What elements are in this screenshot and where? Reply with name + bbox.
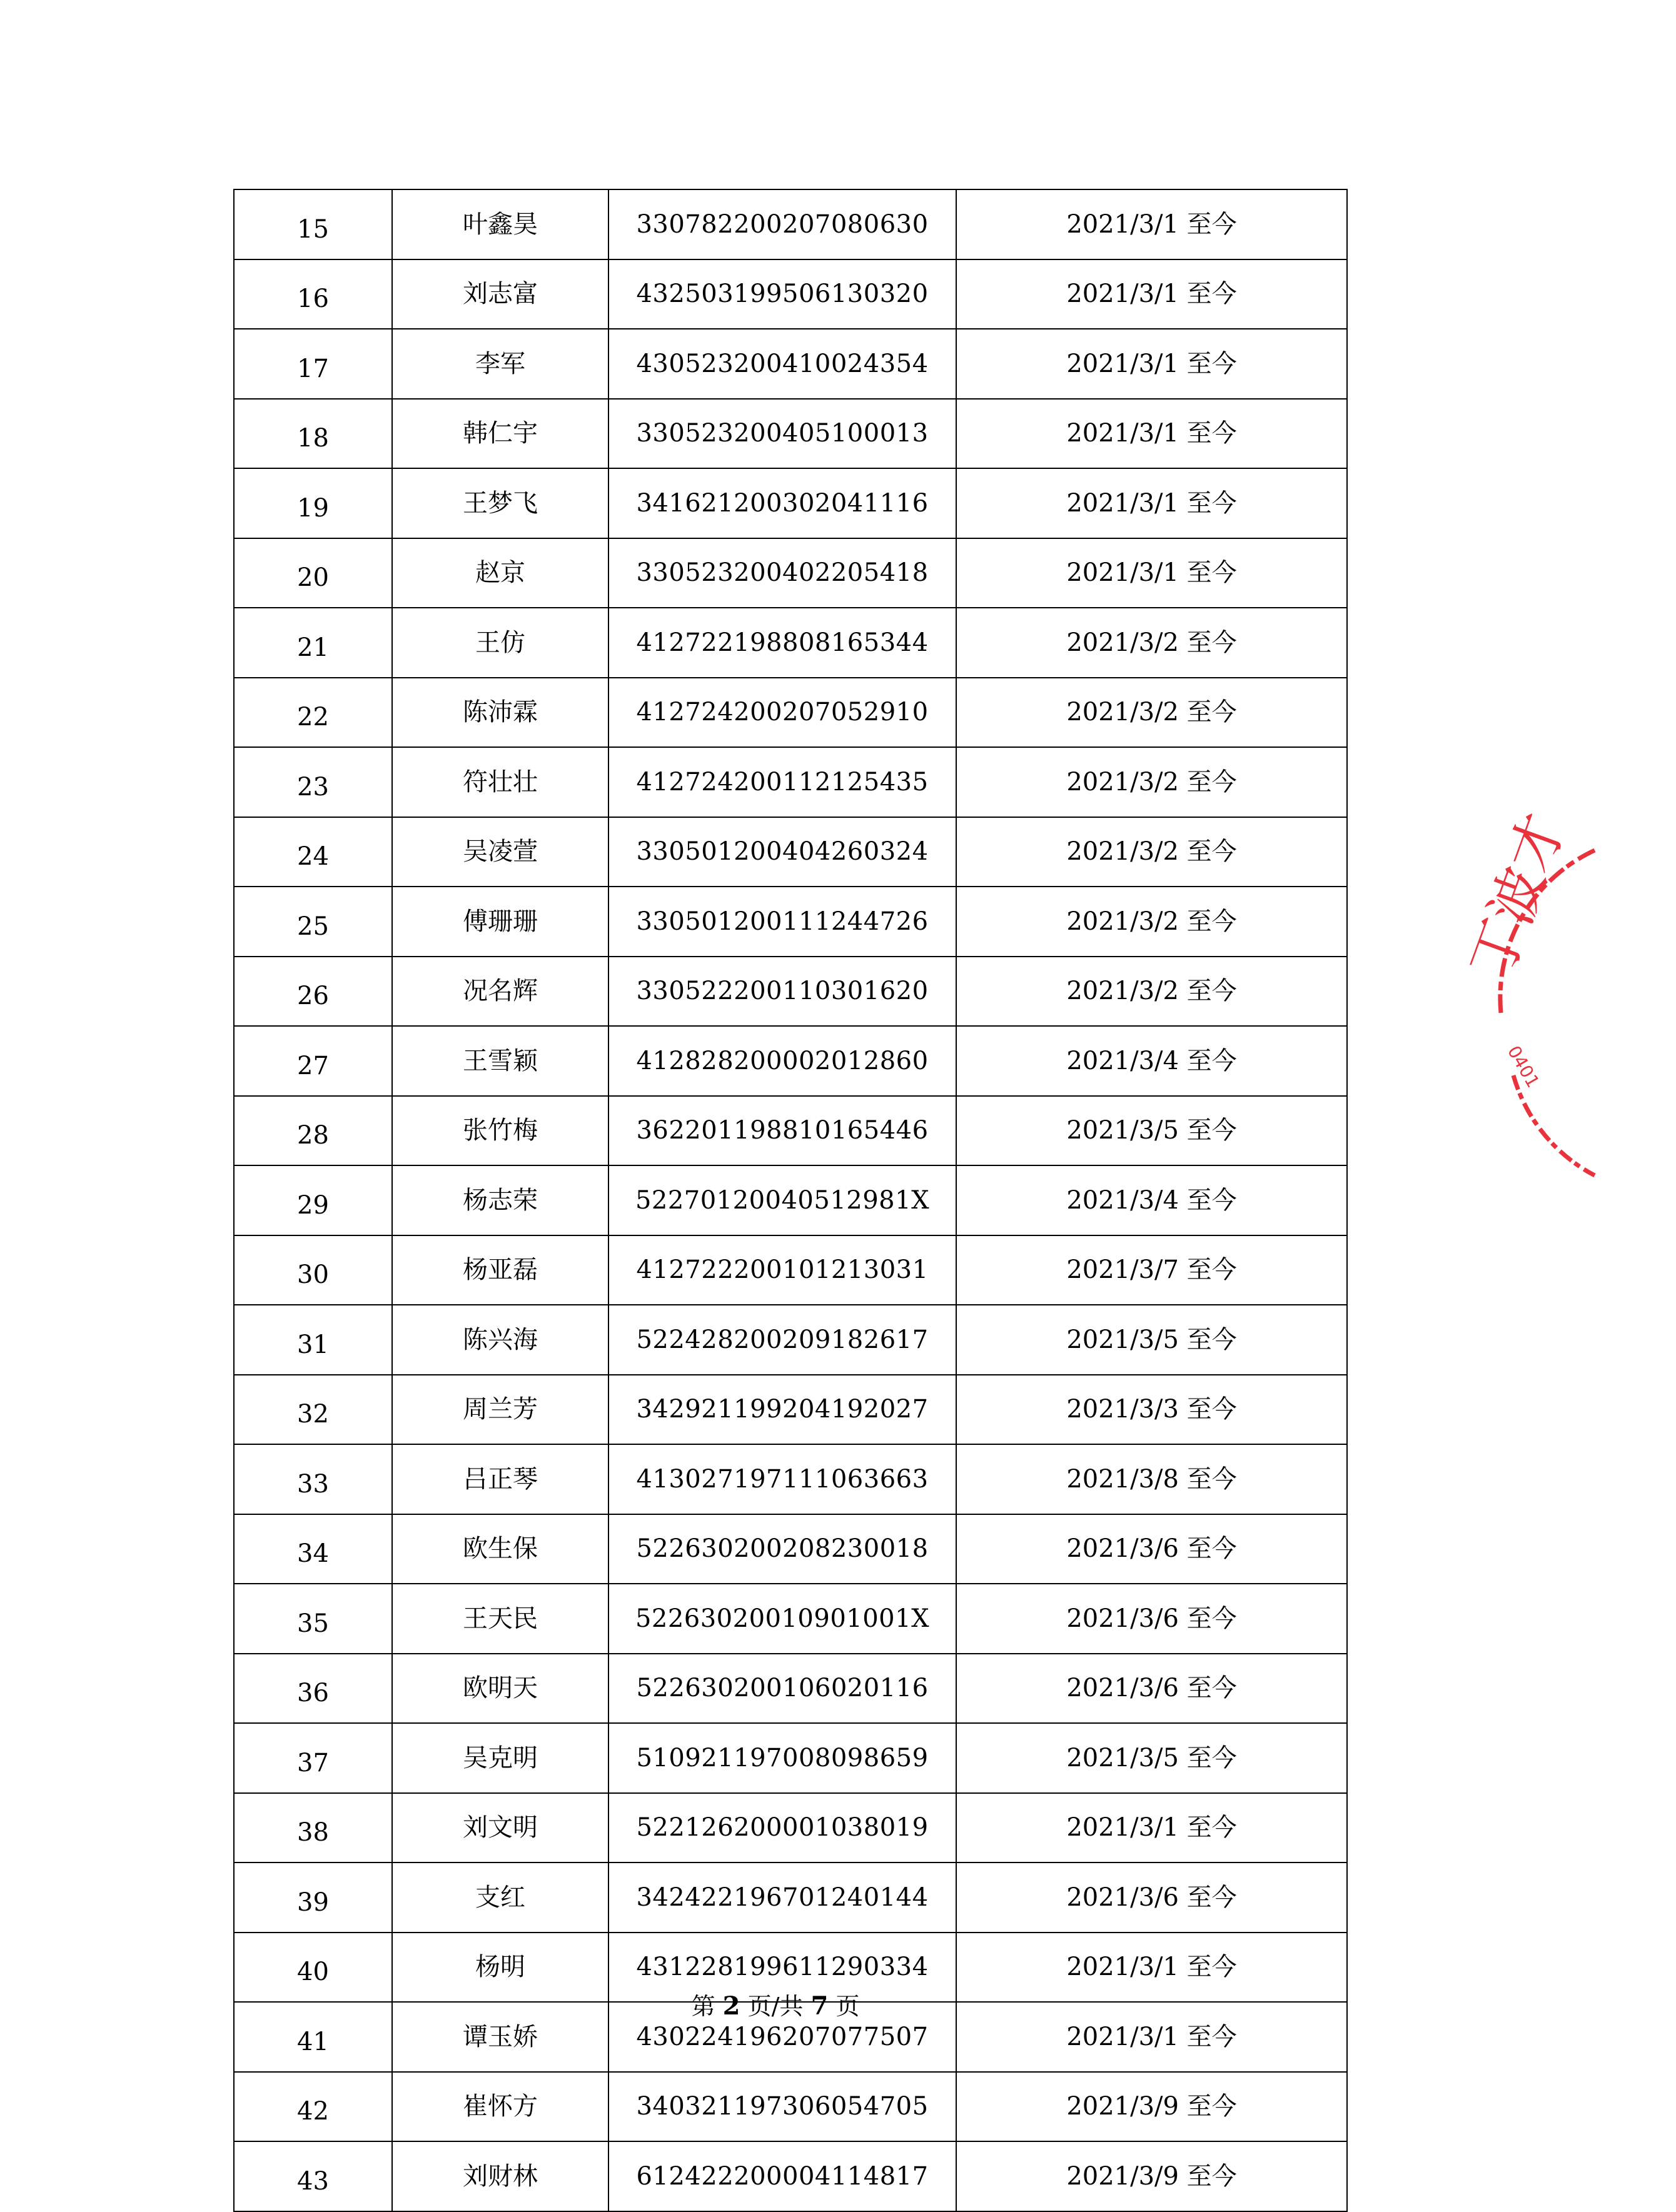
employment-date: 2021/3/8 至今 <box>1066 1464 1237 1494</box>
row-number: 20 <box>297 563 329 593</box>
row-number: 31 <box>297 1330 329 1359</box>
person-name: 吕正琴 <box>463 1464 538 1494</box>
person-name: 吴凌萱 <box>463 837 538 867</box>
id-number-cell <box>608 817 956 887</box>
row-number-cell <box>234 399 392 469</box>
row-number-cell <box>234 817 392 887</box>
row-number-cell <box>234 259 392 329</box>
row-number-cell <box>234 1235 392 1305</box>
id-number-cell <box>608 2141 956 2211</box>
row-number-cell <box>234 1305 392 1375</box>
person-name: 吴克明 <box>463 1743 538 1772</box>
id-number-cell <box>608 1514 956 1584</box>
person-name: 欧生保 <box>463 1534 538 1564</box>
employment-date: 2021/3/2 至今 <box>1066 977 1237 1006</box>
table-row <box>234 1305 1347 1375</box>
row-number-cell <box>234 608 392 678</box>
table-row <box>234 1584 1347 1654</box>
row-number: 37 <box>297 1748 329 1777</box>
footer-total-pages: 7 <box>810 1991 829 2021</box>
person-name: 傅珊珊 <box>463 907 538 936</box>
id-number: 52270120040512981X <box>635 1185 930 1215</box>
row-number-cell <box>234 1723 392 1793</box>
person-name: 况名辉 <box>463 977 538 1006</box>
footer-middle: 页/共 <box>747 1993 804 2020</box>
table-row <box>234 1723 1347 1793</box>
id-number: 430523200410024354 <box>636 349 929 378</box>
id-number-cell <box>608 887 956 957</box>
employment-date: 2021/3/1 至今 <box>1066 1953 1237 1982</box>
id-number: 522126200001038019 <box>636 1813 929 1842</box>
employment-date: 2021/3/4 至今 <box>1066 1046 1237 1075</box>
employment-date: 2021/3/2 至今 <box>1066 907 1237 936</box>
id-number: 330782200207080630 <box>636 209 929 239</box>
person-name: 陈沛霖 <box>463 698 538 727</box>
person-name: 杨亚磊 <box>463 1255 538 1285</box>
row-number: 16 <box>297 284 329 314</box>
person-name-cell <box>392 957 608 1027</box>
row-number-cell <box>234 189 392 259</box>
employment-date-cell <box>956 1305 1347 1375</box>
row-number: 41 <box>297 2027 329 2056</box>
id-number-cell <box>608 1584 956 1654</box>
employment-date: 2021/3/2 至今 <box>1066 628 1237 657</box>
id-number-cell <box>608 1793 956 1863</box>
footer-prefix: 第 <box>691 1993 715 2020</box>
employment-date: 2021/3/5 至今 <box>1066 1116 1237 1145</box>
table-row <box>234 1096 1347 1166</box>
person-name-cell <box>392 1723 608 1793</box>
id-number-cell <box>608 1723 956 1793</box>
personnel-table-body <box>234 189 1347 2211</box>
row-number-cell <box>234 468 392 538</box>
person-name-cell <box>392 1514 608 1584</box>
row-number-cell <box>234 1375 392 1445</box>
employment-date: 2021/3/7 至今 <box>1066 1255 1237 1285</box>
person-name-cell <box>392 2141 608 2211</box>
table-row <box>234 1654 1347 1724</box>
person-name: 杨明 <box>475 1953 525 1982</box>
id-number: 362201198810165446 <box>636 1116 929 1145</box>
personnel-table <box>233 189 1348 2212</box>
id-number: 330523200402205418 <box>636 558 929 588</box>
person-name: 杨志荣 <box>463 1185 538 1215</box>
employment-date: 2021/3/5 至今 <box>1066 1325 1237 1354</box>
id-number-cell <box>608 538 956 608</box>
table-row <box>234 1863 1347 1933</box>
id-number-cell <box>608 608 956 678</box>
id-number-cell <box>608 1863 956 1933</box>
id-number-cell <box>608 957 956 1027</box>
person-name: 欧明天 <box>463 1674 538 1703</box>
id-number-cell <box>608 678 956 748</box>
table-row <box>234 2141 1347 2211</box>
table-row <box>234 2072 1347 2142</box>
id-number: 412724200112125435 <box>636 767 929 797</box>
row-number-cell <box>234 538 392 608</box>
employment-date-cell <box>956 1654 1347 1724</box>
id-number: 522428200209182617 <box>636 1325 929 1354</box>
employment-date: 2021/3/6 至今 <box>1066 1534 1237 1564</box>
row-number-cell <box>234 957 392 1027</box>
employment-date-cell <box>956 1863 1347 1933</box>
id-number: 412722198808165344 <box>636 628 929 657</box>
row-number-cell <box>234 1793 392 1863</box>
employment-date-cell <box>956 1723 1347 1793</box>
id-number: 430224196207077507 <box>636 2022 929 2051</box>
id-number-cell <box>608 1235 956 1305</box>
row-number-cell <box>234 1165 392 1235</box>
employment-date-cell <box>956 1793 1347 1863</box>
person-name-cell <box>392 1305 608 1375</box>
employment-date: 2021/3/6 至今 <box>1066 1604 1237 1633</box>
table-row <box>234 957 1347 1027</box>
employment-date-cell <box>956 957 1347 1027</box>
id-number-cell <box>608 259 956 329</box>
table-row <box>234 1165 1347 1235</box>
row-number: 22 <box>297 703 329 732</box>
id-number: 412724200207052910 <box>636 698 929 727</box>
employment-date-cell <box>956 538 1347 608</box>
table-row <box>234 259 1347 329</box>
employment-date: 2021/3/4 至今 <box>1066 1185 1237 1215</box>
person-name: 刘志富 <box>463 279 538 309</box>
id-number: 612422200004114817 <box>636 2161 929 2191</box>
row-number-cell <box>234 1444 392 1514</box>
table-row <box>234 678 1347 748</box>
page-footer <box>0 1987 1551 2021</box>
table-row <box>234 189 1347 259</box>
table-row <box>234 1375 1347 1445</box>
person-name: 刘文明 <box>463 1813 538 1842</box>
row-number-cell <box>234 1654 392 1724</box>
id-number: 330522200110301620 <box>636 977 929 1006</box>
person-name-cell <box>392 678 608 748</box>
id-number: 330501200111244726 <box>636 907 929 936</box>
employment-date: 2021/3/6 至今 <box>1066 1883 1237 1912</box>
id-number-cell <box>608 1096 956 1166</box>
table-row <box>234 747 1347 817</box>
row-number: 28 <box>297 1121 329 1150</box>
employment-date-cell <box>956 329 1347 399</box>
person-name-cell <box>392 1375 608 1445</box>
table-row <box>234 538 1347 608</box>
row-number: 24 <box>297 842 329 872</box>
red-seal-stamp <box>1458 805 1676 1200</box>
person-name: 周兰芳 <box>463 1395 538 1424</box>
person-name-cell <box>392 1235 608 1305</box>
row-number: 26 <box>297 982 329 1011</box>
row-number-cell <box>234 2141 392 2211</box>
id-number: 340321197306054705 <box>636 2092 929 2121</box>
person-name: 谭玉娇 <box>463 2022 538 2051</box>
table-row <box>234 468 1347 538</box>
table-row <box>234 887 1347 957</box>
employment-date-cell <box>956 189 1347 259</box>
employment-date-cell <box>956 1165 1347 1235</box>
row-number: 19 <box>297 493 329 523</box>
person-name-cell <box>392 1863 608 1933</box>
person-name: 王仿 <box>475 628 525 657</box>
person-name: 支红 <box>475 1883 525 1912</box>
id-number-cell <box>608 1026 956 1096</box>
person-name: 符壮壮 <box>463 767 538 797</box>
employment-date-cell <box>956 259 1347 329</box>
person-name-cell <box>392 1026 608 1096</box>
id-number: 330523200405100013 <box>636 419 929 448</box>
row-number-cell <box>234 1096 392 1166</box>
table-row <box>234 1444 1347 1514</box>
row-number-cell <box>234 1514 392 1584</box>
employment-date-cell <box>956 678 1347 748</box>
person-name: 王梦飞 <box>463 488 538 518</box>
person-name-cell <box>392 747 608 817</box>
person-name: 王雪颖 <box>463 1046 538 1075</box>
seal-digits: 0401 <box>1503 1042 1544 1092</box>
row-number: 18 <box>297 424 329 453</box>
id-number-cell <box>608 399 956 469</box>
employment-date-cell <box>956 1026 1347 1096</box>
table-row <box>234 1514 1347 1584</box>
employment-date: 2021/3/5 至今 <box>1066 1743 1237 1772</box>
row-number: 23 <box>297 772 329 802</box>
person-name: 李军 <box>475 349 525 378</box>
row-number-cell <box>234 1026 392 1096</box>
id-number: 412828200002012860 <box>636 1046 929 1075</box>
person-name-cell <box>392 1584 608 1654</box>
table-row <box>234 1235 1347 1305</box>
footer-page-number: 2 <box>722 1991 740 2021</box>
person-name-cell <box>392 1096 608 1166</box>
employment-date-cell <box>956 887 1347 957</box>
row-number: 43 <box>297 2166 329 2196</box>
employment-date-cell <box>956 1514 1347 1584</box>
employment-date-cell <box>956 399 1347 469</box>
person-name-cell <box>392 1444 608 1514</box>
id-number-cell <box>608 2072 956 2142</box>
id-number: 341621200302041116 <box>636 488 929 518</box>
row-number: 27 <box>297 1051 329 1080</box>
id-number: 342921199204192027 <box>636 1395 929 1424</box>
person-name: 韩仁宇 <box>463 419 538 448</box>
employment-date: 2021/3/2 至今 <box>1066 837 1237 867</box>
row-number: 42 <box>297 2097 329 2126</box>
id-number-cell <box>608 1305 956 1375</box>
employment-date-cell <box>956 817 1347 887</box>
person-name: 叶鑫昊 <box>463 209 538 239</box>
id-number: 52263020010901001X <box>635 1604 930 1633</box>
employment-date: 2021/3/3 至今 <box>1066 1395 1237 1424</box>
person-name: 刘财林 <box>463 2161 538 2191</box>
row-number-cell <box>234 678 392 748</box>
row-number: 36 <box>297 1679 329 1708</box>
person-name-cell <box>392 538 608 608</box>
row-number-cell <box>234 1863 392 1933</box>
id-number-cell <box>608 329 956 399</box>
employment-date: 2021/3/1 至今 <box>1066 1813 1237 1842</box>
employment-date: 2021/3/9 至今 <box>1066 2161 1237 2191</box>
person-name-cell <box>392 1793 608 1863</box>
person-name-cell <box>392 2072 608 2142</box>
person-name: 赵京 <box>475 558 525 588</box>
person-name-cell <box>392 468 608 538</box>
row-number-cell <box>234 887 392 957</box>
row-number: 34 <box>297 1539 329 1569</box>
employment-date: 2021/3/2 至今 <box>1066 767 1237 797</box>
footer-suffix: 页 <box>835 1993 860 2020</box>
id-number: 412722200101213031 <box>636 1255 929 1285</box>
id-number: 522630200106020116 <box>636 1674 929 1703</box>
seal-text: 丁波才 <box>1458 805 1578 987</box>
id-number: 342422196701240144 <box>636 1883 929 1912</box>
employment-date: 2021/3/9 至今 <box>1066 2092 1237 2121</box>
id-number-cell <box>608 1654 956 1724</box>
row-number: 15 <box>297 214 329 244</box>
table-row <box>234 399 1347 469</box>
employment-date: 2021/3/2 至今 <box>1066 698 1237 727</box>
row-number-cell <box>234 329 392 399</box>
employment-date-cell <box>956 608 1347 678</box>
table-row <box>234 817 1347 887</box>
id-number: 432503199506130320 <box>636 279 929 309</box>
id-number: 330501200404260324 <box>636 837 929 867</box>
employment-date: 2021/3/1 至今 <box>1066 419 1237 448</box>
row-number-cell <box>234 2072 392 2142</box>
person-name-cell <box>392 608 608 678</box>
employment-date: 2021/3/6 至今 <box>1066 1674 1237 1703</box>
id-number-cell <box>608 189 956 259</box>
employment-date-cell <box>956 1444 1347 1514</box>
person-name-cell <box>392 329 608 399</box>
row-number: 32 <box>297 1400 329 1429</box>
id-number-cell <box>608 1444 956 1514</box>
person-name-cell <box>392 1654 608 1724</box>
employment-date: 2021/3/1 至今 <box>1066 488 1237 518</box>
id-number-cell <box>608 1375 956 1445</box>
employment-date: 2021/3/1 至今 <box>1066 209 1237 239</box>
row-number: 35 <box>297 1609 329 1638</box>
person-name: 崔怀方 <box>463 2092 538 2121</box>
employment-date: 2021/3/1 至今 <box>1066 349 1237 378</box>
id-number: 413027197111063663 <box>636 1464 929 1494</box>
table-row <box>234 1026 1347 1096</box>
row-number: 29 <box>297 1190 329 1220</box>
row-number-cell <box>234 1584 392 1654</box>
row-number: 40 <box>297 1958 329 1987</box>
table-row <box>234 1793 1347 1863</box>
person-name: 张竹梅 <box>463 1116 538 1145</box>
employment-date-cell <box>956 1235 1347 1305</box>
person-name-cell <box>392 817 608 887</box>
row-number: 21 <box>297 633 329 662</box>
person-name-cell <box>392 259 608 329</box>
employment-date-cell <box>956 1375 1347 1445</box>
person-name: 陈兴海 <box>463 1325 538 1354</box>
employment-date: 2021/3/1 至今 <box>1066 279 1237 309</box>
id-number-cell <box>608 1165 956 1235</box>
row-number: 17 <box>297 354 329 383</box>
employment-date-cell <box>956 1584 1347 1654</box>
id-number: 510921197008098659 <box>636 1743 929 1772</box>
employment-date-cell <box>956 2072 1347 2142</box>
employment-date: 2021/3/1 至今 <box>1066 558 1237 588</box>
employment-date-cell <box>956 2141 1347 2211</box>
row-number: 30 <box>297 1260 329 1290</box>
person-name: 王天民 <box>463 1604 538 1633</box>
row-number: 39 <box>297 1888 329 1917</box>
row-number: 33 <box>297 1469 329 1499</box>
row-number: 38 <box>297 1818 329 1848</box>
employment-date-cell <box>956 468 1347 538</box>
row-number: 25 <box>297 912 329 941</box>
person-name-cell <box>392 887 608 957</box>
id-number-cell <box>608 747 956 817</box>
person-name-cell <box>392 1165 608 1235</box>
person-name-cell <box>392 399 608 469</box>
person-name-cell <box>392 189 608 259</box>
employment-date-cell <box>956 1096 1347 1166</box>
id-number: 431228199611290334 <box>636 1953 929 1982</box>
id-number: 522630200208230018 <box>636 1534 929 1564</box>
row-number-cell <box>234 747 392 817</box>
employment-date: 2021/3/1 至今 <box>1066 2022 1237 2051</box>
employment-date-cell <box>956 747 1347 817</box>
table-row <box>234 329 1347 399</box>
table-row <box>234 608 1347 678</box>
id-number-cell <box>608 468 956 538</box>
